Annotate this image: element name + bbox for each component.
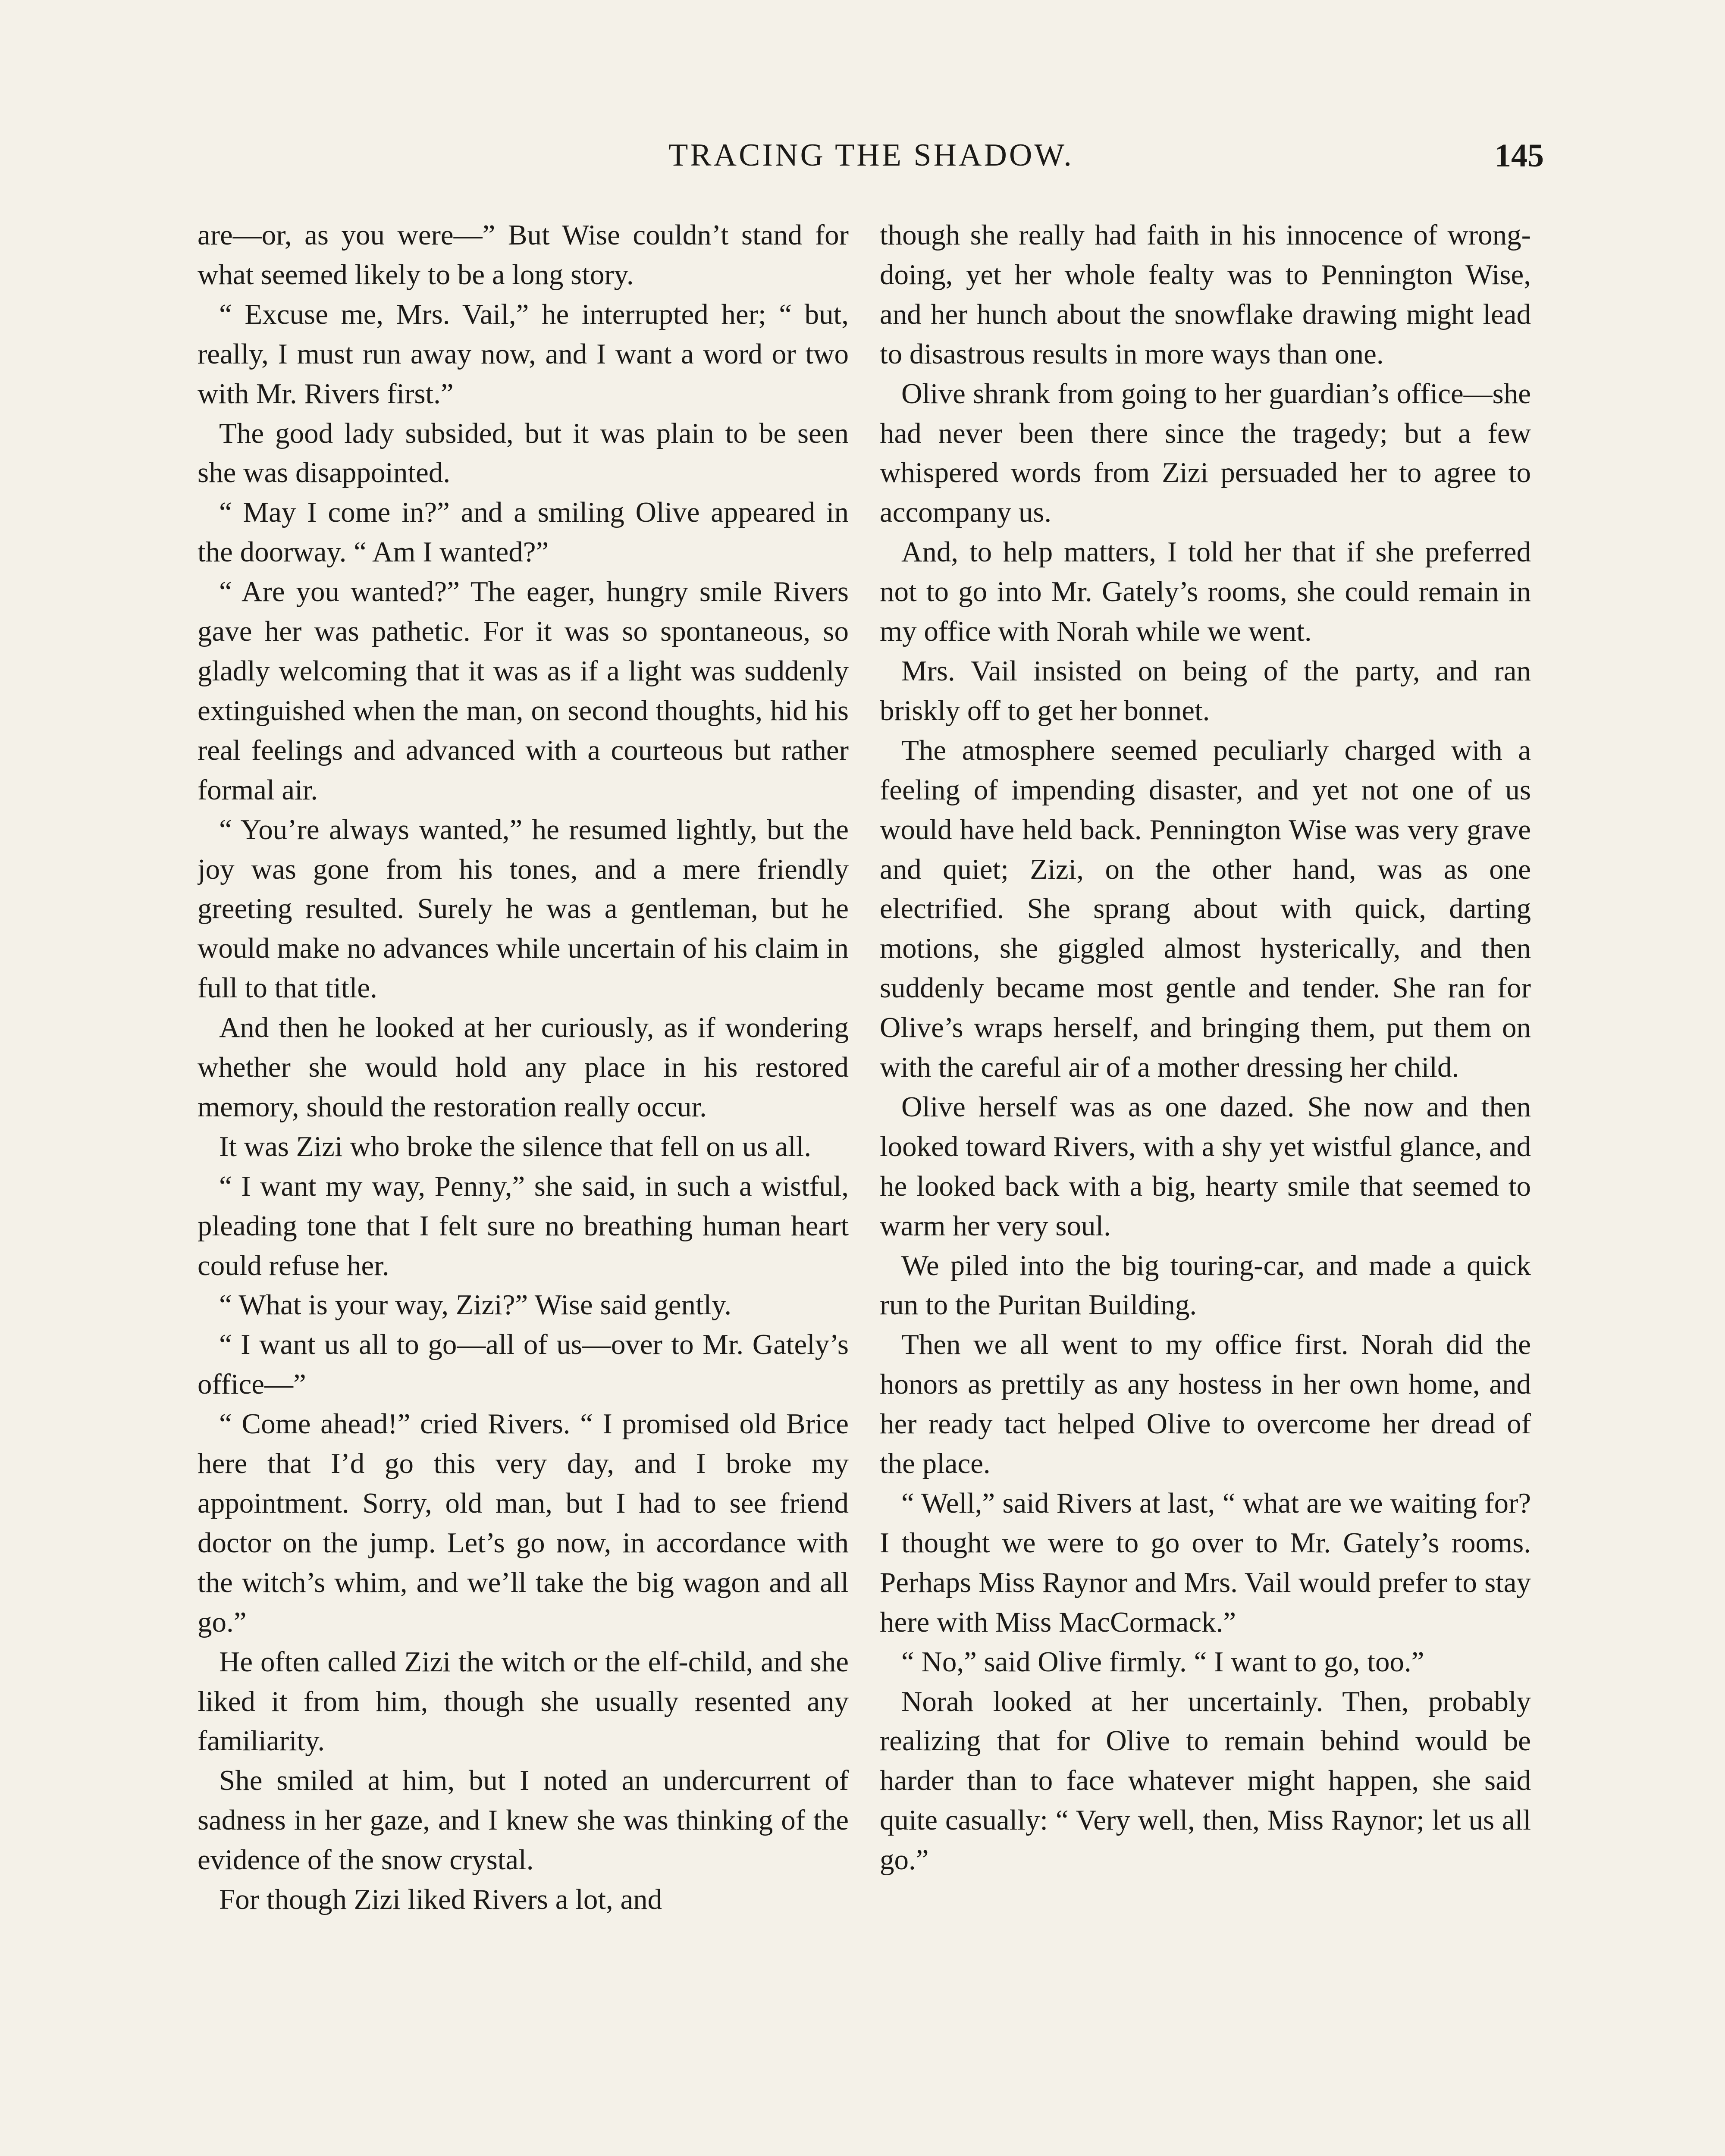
paragraph: The atmosphere seemed peculiarly charged with a feeling of impending disaster, and yet not one of us would have held back. Pennington Wise was very grave and quiet; Zizi, on the other hand, was as one electrified. She sprang about with quick, darting motions, she giggled almost hysterically, and then suddenly became most gentle and tender. She ran for Olive’s wraps herself, and bringing them, put them on with the careful air of a mother dressing her child. xyxy=(880,734,1531,1084)
page-header xyxy=(198,137,1544,189)
paragraph: Mrs. Vail insisted on being of the party, and ran briskly off to get her bonnet. xyxy=(880,655,1531,727)
paragraph: Olive herself was as one dazed. She now and then looked toward Rivers, with a shy yet wistful glance, and he looked back with a big, hearty smile that seemed to warm her very soul. xyxy=(880,1091,1531,1242)
right-column xyxy=(880,216,1531,2156)
paragraph: “ Come ahead!” cried Rivers. “ I promised old Brice here that I’d go this very day, and I broke my appointment. Sorry, old man, but I had to see friend doctor on the jump. Let’s go now, in accordance with the witch’s whim, and we’ll take the big wagon and all go.” xyxy=(198,1408,849,1638)
paragraph: And, to help matters, I told her that if she preferred not to go into Mr. Gately’s rooms, she could remain in my office with Norah while we went. xyxy=(880,536,1531,648)
running-title: TRACING THE SHADOW. xyxy=(668,138,1074,173)
page-number: 145 xyxy=(1495,138,1544,174)
left-column xyxy=(198,216,849,2156)
paragraph: “ No,” said Olive firmly. “ I want to go, too.” xyxy=(901,1645,1424,1678)
paragraph: It was Zizi who broke the silence that fell on us all. xyxy=(219,1130,812,1163)
paragraph: We piled into the big touring-car, and made a quick run to the Puritan Building. xyxy=(880,1249,1531,1321)
paragraph: For though Zizi liked Rivers a lot, and xyxy=(219,1883,662,1916)
paragraph: And then he looked at her curiously, as if wondering whether she would hold any place in his restored memory, should the restoration really occur. xyxy=(198,1012,849,1123)
paragraph: “ What is your way, Zizi?” Wise said gently. xyxy=(219,1289,732,1321)
paragraph: “ Are you wanted?” The eager, hungry smile Rivers gave her was pathetic. For it was so spontaneous, so gladly welcoming that it was as if a light was suddenly extinguished when the man, on second thoughts, hid his real feelings and advanced with a courteous but rather formal air. xyxy=(198,576,849,806)
paragraph: though she really had faith in his innocence of wrong-doing, yet her whole fealty was to Pennington Wise, and her hunch about the snowflake drawing might lead to disastrous results in more ways than one. xyxy=(880,219,1531,370)
paragraph: “ Well,” said Rivers at last, “ what are we waiting for? I thought we were to go over to Mr. Gately’s rooms. Perhaps Miss Raynor and Mrs. Vail would prefer to stay here with Miss MacCormack.” xyxy=(880,1487,1531,1638)
paragraph: “ May I come in?” and a smiling Olive appeared in the doorway. “ Am I wanted?” xyxy=(198,496,849,568)
paragraph: “ Excuse me, Mrs. Vail,” he interrupted her; “ but, really, I must run away now, and I want a word or two with Mr. Rivers first.” xyxy=(198,298,849,410)
paragraph: She smiled at him, but I noted an undercurrent of sadness in her gaze, and I knew she was thinking of the evidence of the snow crystal. xyxy=(198,1764,849,1876)
paragraph: Then we all went to my office first. Norah did the honors as prettily as any hostess in her own home, and her ready tact helped Olive to overcome her dread of the place. xyxy=(880,1329,1531,1480)
paragraph: “ You’re always wanted,” he resumed lightly, but the joy was gone from his tones, and a mere friendly greeting resulted. Surely he was a gentleman, but he would make no advances while uncertain of his claim in full to that title. xyxy=(198,813,849,1004)
paragraph: The good lady subsided, but it was plain to be seen she was disappointed. xyxy=(198,417,849,489)
paragraph: “ I want us all to go—all of us—over to Mr. Gately’s office—” xyxy=(198,1329,849,1401)
paragraph: Norah looked at her uncertainly. Then, probably realizing that for Olive to remain behind would be harder than to face whatever might happen, she said quite casually: “ Very well, then, Miss Raynor; let us all go.” xyxy=(880,1685,1531,1876)
paragraph: are—or, as you were—” But Wise couldn’t stand for what seemed likely to be a long story. xyxy=(198,219,849,291)
paragraph: Olive shrank from going to her guardian’s office—she had never been there since the tragedy; but a few whispered words from Zizi persuaded her to agree to accompany us. xyxy=(880,377,1531,529)
paragraph: He often called Zizi the witch or the elf-child, and she liked it from him, though she usually resented any familiarity. xyxy=(198,1645,849,1757)
paragraph: “ I want my way, Penny,” she said, in such a wistful, pleading tone that I felt sure no breathing human heart could refuse her. xyxy=(198,1170,849,1282)
